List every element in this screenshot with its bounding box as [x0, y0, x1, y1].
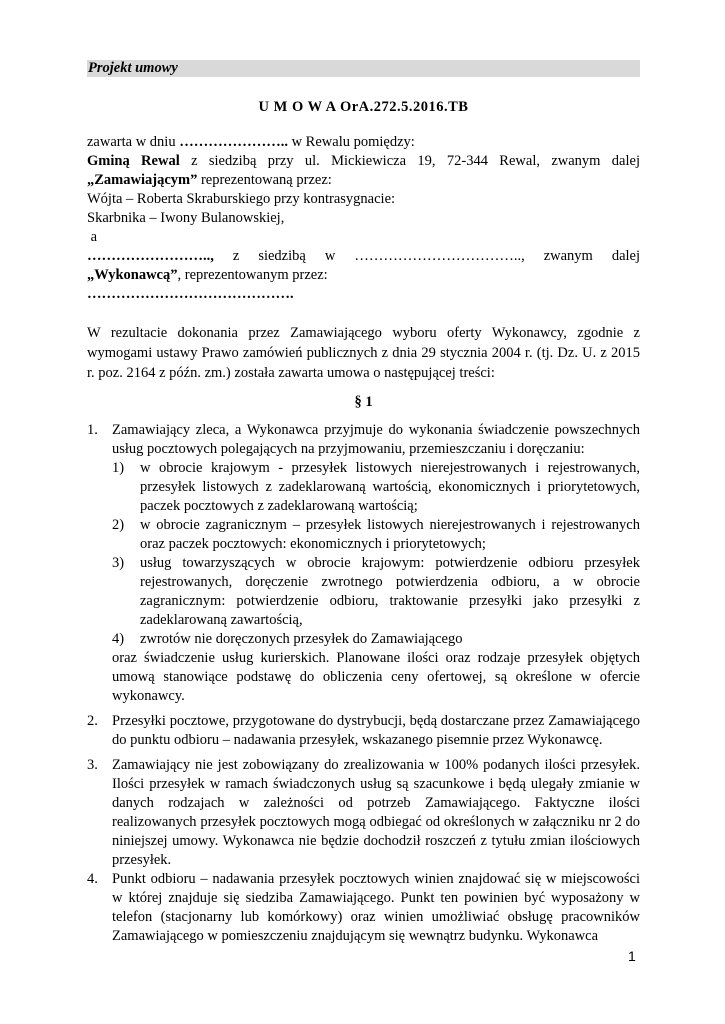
- rep2-line: Skarbnika – Iwony Bulanowskiej,: [87, 210, 285, 226]
- contract-title: U M O W A OrA.272.5.2016.TB: [258, 99, 469, 115]
- party1-alias-line: „Zamawiającym” reprezentowaną przez:: [87, 172, 332, 188]
- list-item: 3. Zamawiający nie jest zobowiązany do zrealizowania w 100% podanych ilości przesyłek. Ilości przesyłek w ramach świadczonych usług są szacunkowe i będą ulegały zmianie w danych rodzajach w zależności od potrzeb Zamawiającego. Faktyczne ilości realizowanych przesyłek pocztowych mogą odbiegać od określonych w załączniku nr 2 do niniejszej umowy. Wykonawca nie będzie dochodził roszczeń z tytułu zmian ilościowych przesyłek.: [87, 757, 640, 868]
- list-item: 1. Zamawiający zleca, a Wykonawca przyjmuje do wykonania świadczenie powszechnych usług pocztowych polegających na przyjmowaniu, przemieszczaniu i doręczaniu:: [87, 422, 640, 457]
- list-item: 4. Punkt odbioru – nadawania przesyłek pocztowych winien znajdować się w miejscowości w której znajduje się siedziba Zamawiającego. Punkt ten powinien być wyposażony w telefon (stacjonarny lub komórkowy) oraz winien umożliwiać obsługę pracowników Zamawiającego w pomieszczeniu znajdującym się wewnątrz budynku. Wykonawca: [87, 871, 640, 944]
- list-item-tail: oraz świadczenie usług kurierskich. Planowane ilości oraz rodzaje przesyłek objętych umową stanowiące podstawę do obliczenia ceny ofertowej, są określone w ofercie wykonawcy.: [112, 650, 640, 704]
- intro-paragraph: W rezultacie dokonania przez Zamawiającego wyboru oferty Wykonawcy, zgodnie z wymogami ustawy Prawo zamówień publicznych z dnia 29 stycznia 2004 r. (tj. Dz. U. z 2015 r. poz. 2164 z późn. zm.) została zawarta umowa o następującej treści:: [87, 325, 640, 381]
- party1-line: Gminą Rewal z siedzibą przy ul. Mickiewicza 19, 72-344 Rewal, zwanym dalej: [87, 153, 640, 169]
- sub-list-item: 2) w obrocie zagranicznym – przesyłek listowych nierejestrowanych i rejestrowanych oraz paczek pocztowych: ekonomicznych i priorytetowych;: [112, 517, 640, 552]
- document-body: [87, 98, 640, 946]
- list-item: 2. Przesyłki pocztowe, przygotowane do dystrybucji, będą dostarczane przez Zamawiającego do punktu odbioru – nadawania przesyłek, wskazanego pisemnie przez Wykonawcę.: [87, 713, 640, 748]
- sub-list-item: 1) w obrocie krajowym - przesyłek listowych nierejestrowanych i rejestrowanych, przesyłek listowych z zadeklarowaną wartością, ekonomicznych i priorytetowych, paczek pocztowych z zadeklarowaną wartością;: [112, 460, 640, 514]
- party2-line: …………………….., z siedzibą w …………………………….., zwanym dalej: [87, 248, 640, 264]
- section-heading: § 1: [354, 394, 373, 410]
- rep1-line: Wójta – Roberta Skraburskiego przy kontrasygnacie:: [87, 191, 396, 207]
- page-number: 1: [628, 948, 636, 964]
- sub-list-item: 3) usług towarzyszących w obrocie krajowym: potwierdzenie odbioru przesyłek rejestrowanych, doręczenie zwrotnego potwierdzenia odbioru, a w obrocie zagranicznym: potwierdzenie odbioru, traktowanie przesyłki jako przesyłki z zadeklarowaną zawartością,: [112, 555, 640, 628]
- party2-alias-line: „Wykonawcą”, reprezentowanym przez:: [87, 267, 328, 283]
- sub-list-item: 4) zwrotów nie doręczonych przesyłek do Zamawiającego: [112, 631, 463, 647]
- party2-rep-line: …………………………………….: [87, 286, 294, 302]
- and-line: a: [87, 229, 98, 245]
- contract-date-line: zawarta w dniu ………………….. w Rewalu pomiędzy:: [87, 134, 415, 150]
- header-label: Projekt umowy: [88, 60, 178, 76]
